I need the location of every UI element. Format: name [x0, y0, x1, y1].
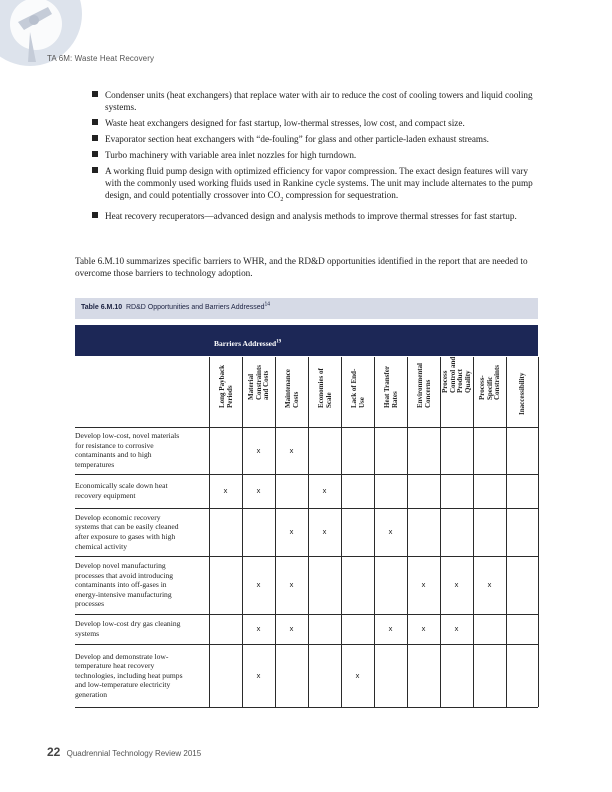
table-gridline: [209, 357, 210, 707]
column-header: [374, 357, 407, 427]
column-header: [242, 357, 275, 427]
barrier-mark: x: [256, 670, 261, 680]
table-gridline: [242, 357, 243, 707]
table-row-label: Economically scale down heat recovery equipment: [75, 481, 168, 500]
column-header: [341, 357, 374, 427]
table-row-label: Develop novel manufacturing processes that avoid introducing contaminants into off-gases in energy-intensive manufacturing processes: [75, 561, 174, 609]
table-gridline: [473, 357, 474, 707]
summary-paragraph: Table 6.M.10 summarizes specific barriers to WHR, and the RD&D opportunities identified in the report that are needed to overcome those barriers to technology adoption.: [75, 256, 528, 279]
bullet-item: Heat recovery recuperators—advanced design and analysis methods to improve thermal stresses for fast startup.: [92, 210, 542, 222]
column-header-label: Material Constraints and Costs: [247, 365, 271, 401]
square-bullet-icon: [92, 91, 98, 97]
barrier-mark: x: [454, 624, 459, 633]
barrier-mark: x: [388, 527, 393, 536]
barrier-mark: x: [421, 624, 426, 633]
barrier-mark: x: [388, 624, 393, 633]
barrier-mark: x: [256, 580, 261, 589]
column-header-label: Economies of Scale: [316, 367, 333, 408]
column-header-label: Inaccessibility: [518, 373, 527, 416]
table-row-label: Develop low-cost dry gas cleaning systems: [75, 619, 181, 638]
table-gridline: [75, 614, 538, 615]
table-header-corner: [75, 325, 209, 356]
column-header: [209, 357, 242, 427]
column-header-label: Process Control and Product Quality: [441, 356, 473, 393]
page-footer: [47, 745, 201, 759]
table-gridline: [75, 508, 538, 509]
bullet-list: [92, 89, 542, 226]
bullet-item: Evaporator section heat exchangers with “de-fouling” for glass and other particle-laden exhaust streams.: [92, 133, 542, 145]
barrier-mark: x: [289, 527, 294, 536]
column-header: [308, 357, 341, 427]
bullet-item: Condenser units (heat exchangers) that replace water with air to reduce the cost of cooling towers and liquid cooling systems.: [92, 89, 542, 114]
table-gridline: [75, 427, 538, 428]
column-header: [473, 357, 506, 427]
section-label: TA 6M: Waste Heat Recovery: [47, 54, 155, 63]
publication-title: Quadrennial Technology Review 2015: [66, 749, 202, 758]
page-number: 22: [47, 745, 61, 759]
column-header: [407, 357, 440, 427]
barrier-mark: x: [256, 624, 261, 633]
column-header: [506, 357, 538, 427]
table-gridline: [75, 556, 538, 557]
barrier-mark: x: [223, 486, 228, 495]
table-gridline: [407, 357, 408, 707]
bullet-item: A working fluid pump design with optimized efficiency for vapor compression. The exact design features will vary with the commonly used working fluids used in Rankine cycle systems. The unit may include alternates to the pump design, and could potentially crossover into $CO_2$ compression for sequestration.: [92, 165, 542, 207]
square-bullet-icon: [92, 135, 98, 141]
table-gridline: [538, 357, 539, 707]
barrier-mark: x: [289, 624, 294, 633]
barriers-header: Barriers Addressed$^{19}$: [209, 325, 538, 356]
table-gridline: [75, 707, 538, 708]
column-header-label: Heat Transfer Rates: [382, 365, 399, 408]
square-bullet-icon: [92, 212, 98, 218]
column-header-label: Maintenance Costs: [283, 368, 300, 408]
barrier-mark: x: [289, 445, 294, 455]
column-header: [275, 357, 308, 427]
square-bullet-icon: [92, 151, 98, 157]
barrier-mark: x: [256, 486, 261, 495]
bullet-item: Turbo machinery with variable area inlet nozzles for high turndown.: [92, 149, 542, 161]
column-header-label: Environmental Concerns: [415, 362, 432, 408]
bullet-item: Waste heat exchangers designed for fast startup, low-thermal stresses, low cost, and compact size.: [92, 117, 542, 129]
table-row-label: Develop economic recovery systems that can be easily cleaned after exposure to gases with high chemical activity: [75, 512, 179, 551]
column-header: [440, 357, 473, 427]
table-gridline: [506, 357, 507, 707]
barrier-mark: x: [289, 580, 294, 589]
table-gridline: [440, 357, 441, 707]
square-bullet-icon: [92, 167, 98, 173]
column-header-label: Long Payback Periods: [217, 364, 234, 408]
table-gridline: [341, 357, 342, 707]
barrier-mark: x: [322, 527, 327, 536]
table-row-label: Develop and demonstrate low- temperature heat recovery technologies, including heat pumps and low-temperature electricity generation: [75, 651, 183, 699]
barrier-mark: x: [421, 580, 426, 589]
table-row-label: Develop low-cost, novel materials for resistance to corrosive contaminants and to high temperatures: [75, 431, 180, 470]
table-caption: Table 6.M.10 RD&D Opportunities and Barriers Addressed$^{14}$: [75, 298, 538, 319]
column-header-label: Process- Specific Constraints: [478, 365, 502, 401]
barrier-mark: x: [454, 580, 459, 589]
barrier-mark: x: [322, 486, 327, 495]
table-gridline: [75, 644, 538, 645]
square-bullet-icon: [92, 119, 98, 125]
barrier-mark: x: [487, 580, 492, 589]
table-gridline: [75, 474, 538, 475]
column-header-label: Lack of End- Use: [349, 368, 366, 408]
barrier-mark: x: [256, 445, 261, 455]
barrier-mark: x: [355, 670, 360, 680]
